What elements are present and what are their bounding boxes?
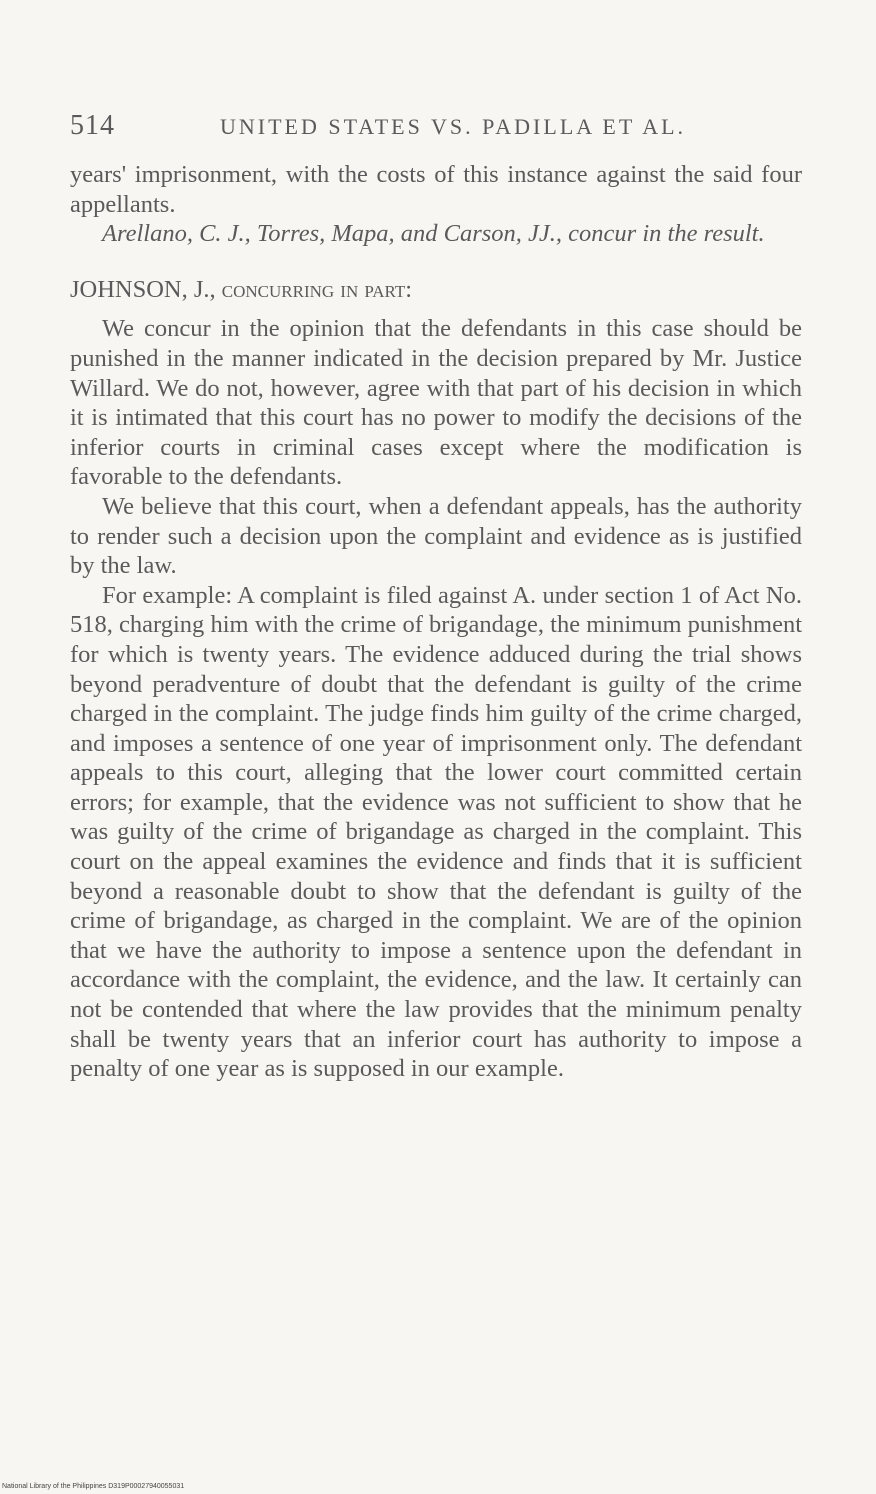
paragraph-opinion-2: We believe that this court, when a defendant appeals, has the authority to render such a decision upon the complaint and evidence as is justified by the law.	[70, 492, 802, 580]
page-number: 514	[70, 110, 115, 141]
paragraph-opinion-1: We concur in the opinion that the defendants in this case should be punished in the manner indicated in the decision prepared by Mr. Justice Willard. We do not, however, agree with that part of his decision in which it is intimated that this court has no power to modify the decisions of the inferior courts in criminal cases except where the modification is favorable to the defendants.	[70, 315, 802, 491]
running-head: UNITED STATES VS. PADILLA ET AL.	[220, 114, 687, 139]
paragraph-judgment-end: years' imprisonment, with the costs of this instance against the said four appellants.	[70, 161, 802, 218]
paragraph-opinion-3: For example: A complaint is filed against A. under section 1 of Act No. 518, charging him with the crime of brigandage, the minimum punishment for which is twenty years. The evidence adduced during the trial shows beyond peradventure of doubt that the defendant is guilty of the crime charged in the complaint. The judge finds him guilty of the crime charged, and imposes a sentence of one year of imprisonment only. The defendant appeals to this court, alleging that the lower court committed certain errors; for example, that the evidence was not sufficient to show that he was guilty of the crime of brigandage as charged in the complaint. This court on the appeal examines the evidence and finds that it is sufficient beyond a reasonable doubt to show that the defendant is guilty of the crime of brigandage, as charged in the complaint. We are of the opinion that we have the authority to impose a sentence upon the defendant in accordance with the complaint, the evidence, and the law. It certainly can not be contended that where the law provides that the minimum penalty shall be twenty years that an inferior court has authority to impose a penalty of one year as is supposed in our example.	[70, 581, 802, 1083]
paragraph-concurrence: Arellano, C. J., Torres, Mapa, and Carson, JJ., concur in the result.	[102, 220, 765, 248]
document-page	[70, 110, 802, 1084]
scan-footer: National Library of the Philippines D319P00027940055031	[2, 1483, 185, 1490]
opinion-heading: JOHNSON, J., concurring in part:	[70, 275, 413, 303]
page-header	[70, 110, 802, 142]
